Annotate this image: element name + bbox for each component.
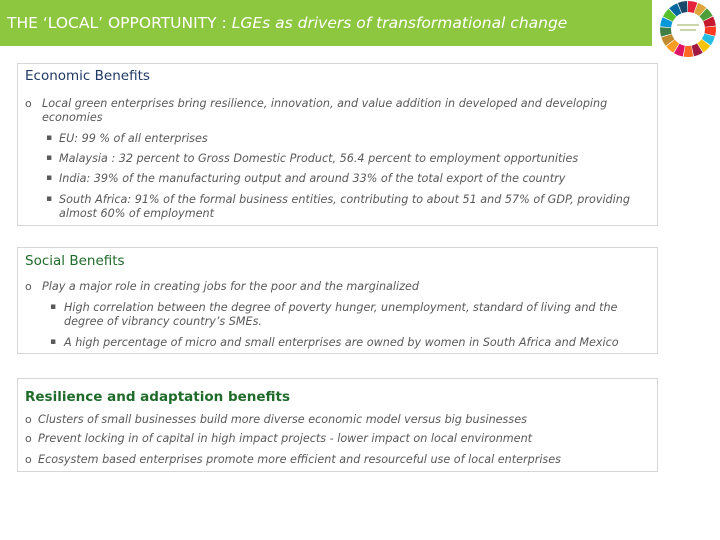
social-bullet-correlation: High correlation between the degree of poverty hunger, unemployment, standard of living and the degree of vibrancy country’s SMEs. <box>64 301 618 328</box>
social-bullet-women: A high percentage of micro and small enterprises are owned by women in South Africa and Mexico <box>64 336 619 349</box>
title-main: THE ‘LOCAL’ OPPORTUNITY : <box>7 14 232 32</box>
social-benefits-section <box>17 247 658 354</box>
square-bullet-icon: ▪ <box>46 194 53 204</box>
economic-bullet-south-africa: South Africa: 91% of the formal business entities, contributing to about 51 and 57% of GDP, providing almost 60% of employment <box>59 193 630 220</box>
title-subtitle: LGEs as drivers of transformational change <box>231 14 568 32</box>
economic-bullet-malaysia: Malaysia : 32 percent to Gross Domestic Product, 56.4 percent to employment opportunities <box>59 152 579 165</box>
circle-bullet-icon: o <box>25 280 32 293</box>
resilience-item-ecosystem: Ecosystem based enterprises promote more efficient and resourceful use of local enterprises <box>38 453 561 466</box>
economic-bullet-eu: EU: 99 % of all enterprises <box>59 132 208 145</box>
resilience-section <box>17 378 658 472</box>
circle-bullet-icon: o <box>25 453 32 466</box>
title-bar <box>0 0 652 46</box>
square-bullet-icon: ▪ <box>50 337 57 347</box>
circle-bullet-icon: o <box>25 97 32 110</box>
square-bullet-icon: ▪ <box>46 133 53 143</box>
page-title <box>7 14 567 32</box>
square-bullet-icon: ▪ <box>46 153 53 163</box>
circle-bullet-icon: o <box>25 432 32 445</box>
sdg-wheel-icon <box>659 0 717 58</box>
circle-bullet-icon: o <box>25 413 32 426</box>
resilience-item-clusters: Clusters of small businesses build more diverse economic model versus big businesses <box>38 413 527 426</box>
square-bullet-icon: ▪ <box>50 302 57 312</box>
economic-benefits-heading: Economic Benefits <box>25 68 150 84</box>
economic-benefits-section <box>17 63 658 226</box>
social-benefits-heading: Social Benefits <box>25 253 125 269</box>
square-bullet-icon: ▪ <box>46 173 53 183</box>
economic-bullet-india: India: 39% of the manufacturing output and around 33% of the total export of the country <box>59 172 566 185</box>
economic-intro: Local green enterprises bring resilience, innovation, and value addition in developed and developing economies <box>42 97 608 124</box>
resilience-heading: Resilience and adaptation benefits <box>25 389 291 405</box>
social-intro: Play a major role in creating jobs for the poor and the marginalized <box>42 280 419 293</box>
resilience-item-capital: Prevent locking in of capital in high impact projects - lower impact on local environment <box>38 432 533 445</box>
